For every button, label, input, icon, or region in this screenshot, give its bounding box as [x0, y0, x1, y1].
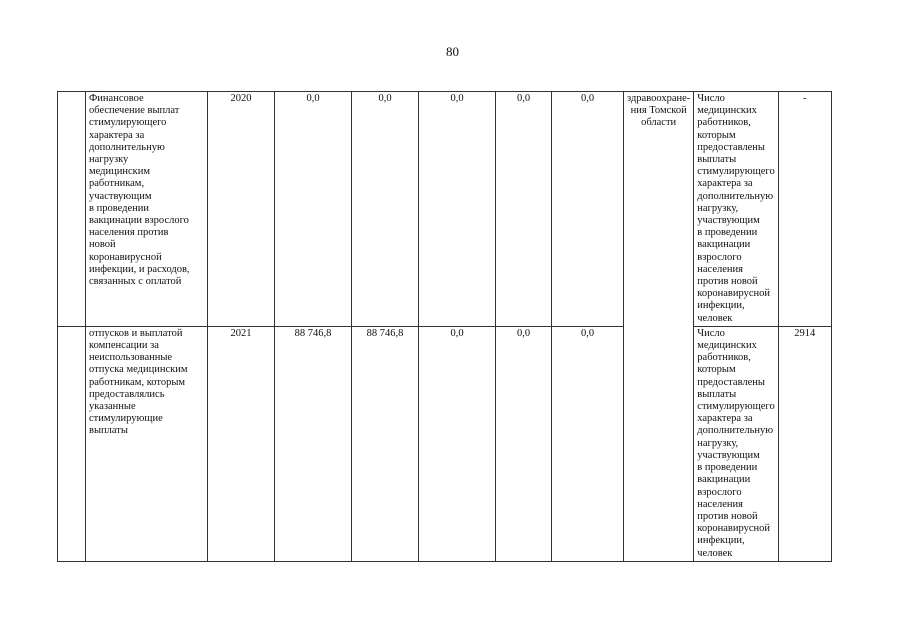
amount-cell: 88 746,8	[352, 326, 419, 561]
indicator-value-cell: 2914	[778, 326, 831, 561]
indicator-cell: Число медицинских работников, которым предоставлены выплаты стимулирующего характера за дополнительную нагрузку, участвующим в проведении вакцинации взрослого населения против новой коронавирусной инфекции, человек	[694, 326, 778, 561]
row-number-cell	[58, 326, 86, 561]
page-number: 80	[446, 44, 459, 59]
program-table	[57, 91, 832, 562]
amount-cell: 0,0	[419, 326, 496, 561]
amount-cell: 0,0	[552, 326, 624, 561]
amount-cell: 0,0	[496, 326, 552, 561]
amount-cell: 0,0	[552, 92, 624, 327]
measure-description-cell: отпусков и выплатой компенсации за неиспользованные отпуска медицинским работникам, которым предоставлялись указанные стимулирующие выплаты	[86, 326, 208, 561]
table-row	[58, 326, 832, 561]
measure-description-cell: Финансовое обеспечение выплат стимулирующего характера за дополнительную нагрузку медицинским работникам, участвующим в проведении вакцинации взрослого населения против новой коронавирусной инфекции, и расходов, связанных с оплатой	[86, 92, 208, 327]
amount-cell: 0,0	[352, 92, 419, 327]
amount-cell: 0,0	[496, 92, 552, 327]
indicator-value-cell: -	[778, 92, 831, 327]
executor-cell: здравоохране- ния Томской области	[624, 92, 694, 562]
row-number-cell	[58, 92, 86, 327]
amount-cell: 88 746,8	[275, 326, 352, 561]
amount-cell: 0,0	[275, 92, 352, 327]
amount-cell: 0,0	[419, 92, 496, 327]
year-cell: 2020	[208, 92, 275, 327]
table-row	[58, 92, 832, 327]
year-cell: 2021	[208, 326, 275, 561]
indicator-cell: Число медицинских работников, которым предоставлены выплаты стимулирующего характера за дополнительную нагрузку, участвующим в проведении вакцинации взрослого населения против новой коронавирусной инфекции, человек	[694, 92, 778, 327]
